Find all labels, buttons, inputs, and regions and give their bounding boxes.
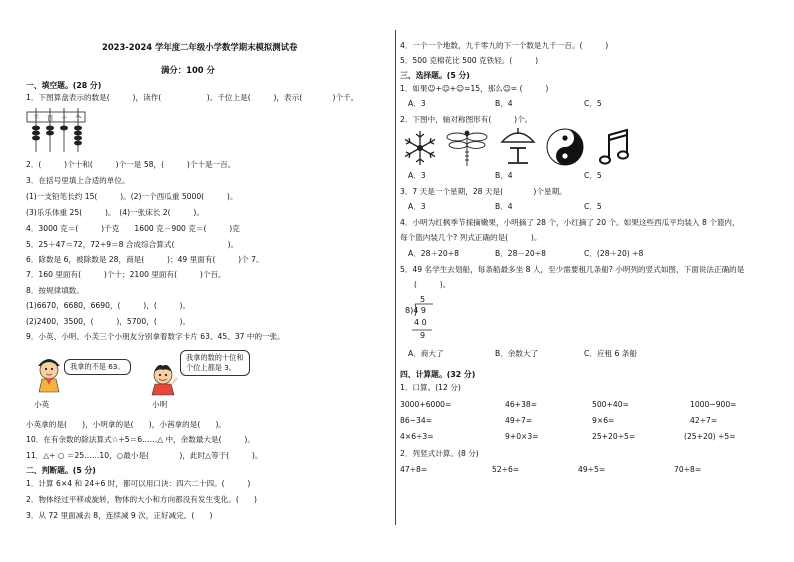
choice-5-option-b: B．余数大了 <box>495 349 539 358</box>
fill-question-10: 10．在有余数的除法算式☆÷5＝6……△ 中，余数最大是( )。 <box>26 435 255 444</box>
choice-1-option-c: C．5 <box>584 99 602 108</box>
fill-question-3a: (1)一支铅笔长约 15( )。(2)一个西瓜重 5000( )。 <box>26 192 238 201</box>
choice-question-1: 1．如果☺+☺+☺=15，那么☺= ( ) <box>400 84 549 93</box>
choice-2-option-a: A．3 <box>408 171 426 180</box>
fill-question-4: 4．3000 克＝( )千克 1600 克－900 克＝( )克 <box>26 224 240 233</box>
division-quotient: 5 <box>420 295 426 304</box>
vertical-item: 49÷5= <box>578 465 606 474</box>
section-true-false: 二、判断题。(5 分) <box>26 466 96 475</box>
name-xiaoming: 小明 <box>152 400 168 409</box>
choice-question-4: 4．小明为红枫季节採摘嫩果，小明摘了 28 个，小红摘了 20 个。如果这些西瓜平均装入 8 个篮内， <box>400 218 740 227</box>
fill-question-2: 2．( )个十和( )个一是 58，( )个十是一百。 <box>26 160 236 169</box>
choice-3-option-b: B．4 <box>495 202 513 211</box>
column-divider <box>395 30 396 525</box>
choice-1-option-a: A．3 <box>408 99 426 108</box>
oral-item: 25+20÷5= <box>592 432 636 441</box>
choice-question-4-line2: 每个篮内装几个? 列式正确的是( )。 <box>400 233 542 242</box>
fill-question-9-answer: 小英拿的是( )，小明拿的是( )，小茜拿的是( )。 <box>26 420 227 429</box>
judge-question-4: 4．一个一个地数，九千零九的下一个数是九千一百。( ) <box>400 41 609 50</box>
fill-question-9: 9．小英、小明、小芙三个小朋友分别拿着数字卡片 63、45、37 中的一张。 <box>26 332 285 341</box>
choice-question-2: 2．下图中，轴对称图形有( )个。 <box>400 115 533 124</box>
abacus-figure <box>26 106 88 154</box>
oral-item: 46+38= <box>505 400 538 409</box>
bubble-line-2: 个位上都是 3。 <box>186 363 236 372</box>
choice-2-option-c: C．5 <box>584 171 602 180</box>
oral-item: 4×6÷3= <box>400 432 434 441</box>
calc-oral-heading: 1．口算。(12 分) <box>400 383 461 392</box>
name-xiaoying: 小英 <box>34 400 50 409</box>
child-xiaoming-icon <box>148 362 178 396</box>
judge-question-2: 2．物体经过平移或旋转，物体的大小和方向都没有发生变化。( ) <box>26 495 257 504</box>
section-fill-in: 一、填空题。(28 分) <box>26 81 102 90</box>
yin-yang-icon <box>545 127 585 167</box>
music-note-icon <box>598 127 632 169</box>
bubble-line-1: 我拿的数的十位和 <box>186 353 244 362</box>
vertical-item: 52÷6= <box>492 465 520 474</box>
choice-2-option-b: B．4 <box>495 171 513 180</box>
speech-bubble-xiaoming <box>180 350 250 376</box>
fill-question-8b: (2)2400，3500，( )，5700，( )。 <box>26 317 191 326</box>
exam-title: 2023-2024 学年度二年级小学数学期末模拟测试卷 <box>102 42 298 52</box>
fill-question-8: 8．按规律填数。 <box>26 286 84 295</box>
oral-item: 86−34= <box>400 416 433 425</box>
fill-question-3b: (3)乐乐体重 25( )。 (4)一张床长 2( )。 <box>26 208 204 217</box>
abacus-label-ones: 个 <box>75 114 82 122</box>
fill-question-8a: (1)6670，6680，6690，( )，( )。 <box>26 301 191 310</box>
section-choice: 三、选择题。(5 分) <box>400 71 470 80</box>
vertical-item: 70÷8= <box>674 465 702 474</box>
oral-item: 42÷7= <box>690 416 718 425</box>
fill-question-6: 6．除数是 6，被除数是 28，商是( )；49 里面有( )个 7。 <box>26 255 264 264</box>
fill-question-7: 7．160 里面有( )个十；2100 里面有( )个百。 <box>26 270 226 279</box>
fill-question-5: 5．25＋47＝72，72÷9＝8 合成综合算式( )。 <box>26 240 239 249</box>
choice-question-3: 3．7 天是一个星期，28 天是( )个星期。 <box>400 187 567 196</box>
abacus-label-thousands: 千 <box>33 114 40 122</box>
choice-1-option-b: B．4 <box>495 99 513 108</box>
choice-3-option-c: C．5 <box>584 202 602 211</box>
division-product: 4 0 <box>414 318 427 327</box>
choice-question-5-line2: ( )。 <box>414 280 451 289</box>
choice-5-option-c: C．应租 6 条船 <box>584 349 637 358</box>
oral-item: 500+40= <box>592 400 629 409</box>
vertical-item: 47÷8= <box>400 465 428 474</box>
snowflake-icon <box>400 128 440 168</box>
choice-5-option-a: A．商大了 <box>408 349 444 358</box>
umbrella-gong-icon <box>498 126 538 168</box>
oral-item: 9+0×3= <box>505 432 539 441</box>
dragonfly-icon <box>445 128 489 168</box>
judge-question-1: 1．计算 6×4 和 24÷6 时，都可以用口诀：四六二十四。( ) <box>26 479 251 488</box>
calc-vertical-heading: 2．列竖式计算。(8 分) <box>400 449 479 458</box>
oral-item: 49÷7= <box>505 416 533 425</box>
full-score: 满分：100 分 <box>161 65 215 75</box>
choice-question-5: 5．49 名学生去划船，每条船最多坐 8 人，至少需要租几条船? 小明列的竖式如图，下面说法正确的是 <box>400 265 745 274</box>
section-calculation: 四、计算题。(32 分) <box>400 370 476 379</box>
oral-item: 9×6= <box>592 416 615 425</box>
abacus-label-hundreds: 百 <box>47 114 54 122</box>
judge-question-3: 3．从 72 里面减去 8，连续减 9 次，正好减完。( ) <box>26 511 213 520</box>
oral-item: (25+20) ÷5= <box>684 432 736 441</box>
division-dividend: 8)4 9 <box>405 306 426 315</box>
oral-item: 1000−900= <box>690 400 737 409</box>
fill-question-3: 3．在括号里填上合适的单位。 <box>26 176 130 185</box>
division-remainder: 9 <box>420 331 426 340</box>
oral-item: 3000+6000= <box>400 400 452 409</box>
choice-4-option-a: A．28＋20÷8 <box>408 249 459 258</box>
choice-3-option-a: A．3 <box>408 202 426 211</box>
fill-question-1: 1．下图算盘表示的数是( )，读作( )。千位上是( )，表示( )个千。 <box>26 93 359 102</box>
child-xiaoying-icon <box>34 352 64 394</box>
speech-bubble-xiaoying: 我拿的不是 63。 <box>64 359 131 375</box>
choice-4-option-b: B．28－20÷8 <box>495 249 546 258</box>
abacus-label-tens: 十 <box>61 114 68 122</box>
judge-question-5: 5．500 克棉花比 500 克铁轻。( ) <box>400 56 539 65</box>
fill-question-11: 11．△÷ ○ ＝25……10，○最小是( )，此时△等于( )。 <box>26 451 263 460</box>
choice-4-option-c: C．(28＋20) ÷8 <box>584 249 644 258</box>
